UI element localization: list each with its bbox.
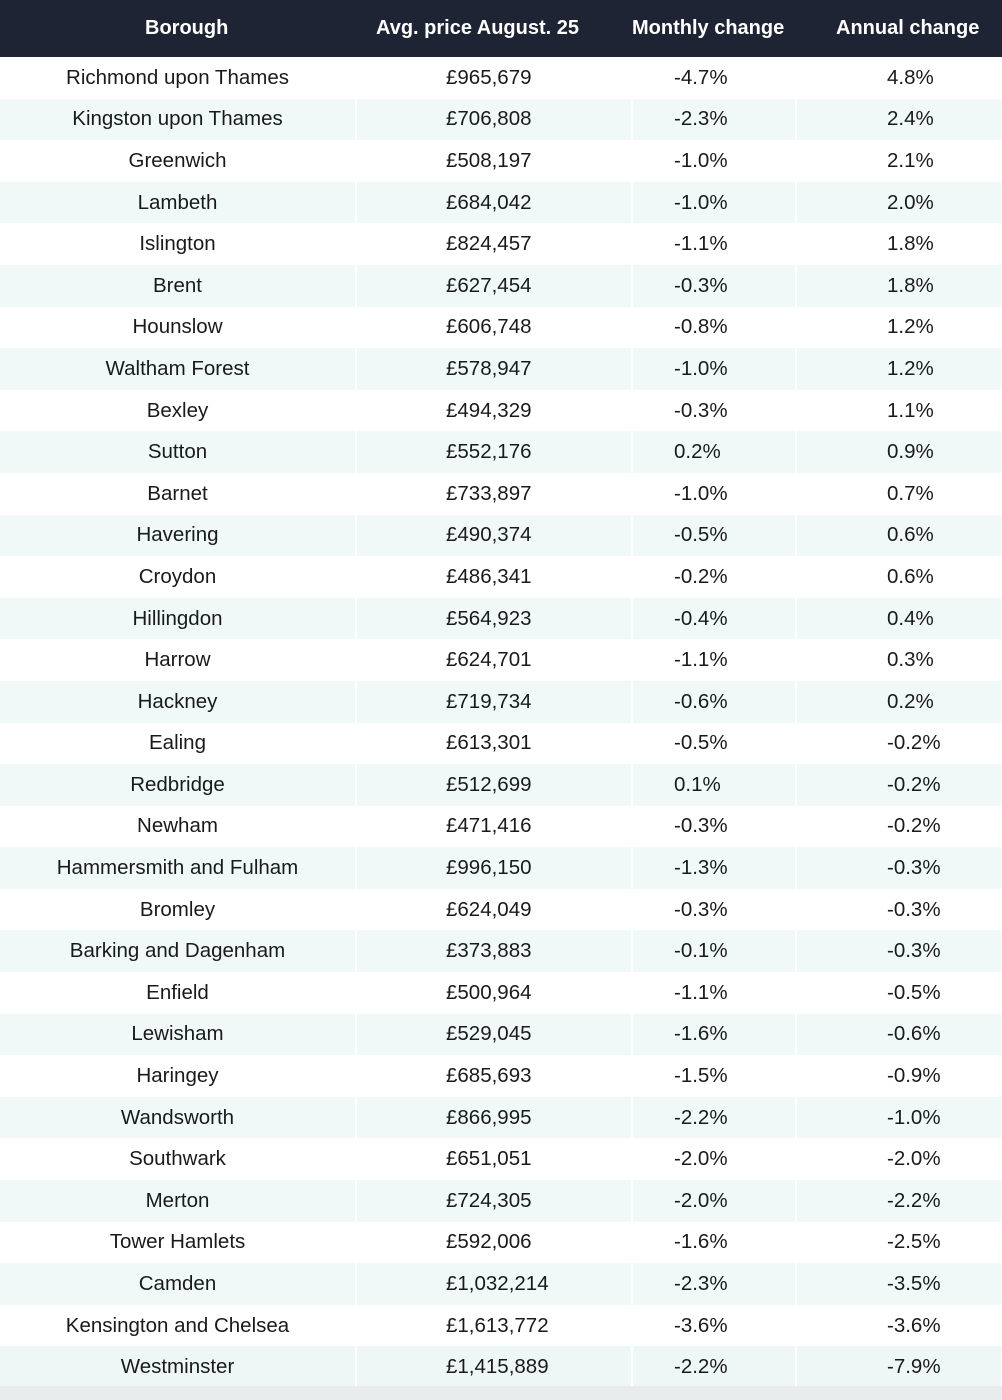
borough-cell: Ealing [0,723,356,765]
annual-change-cell: -7.9% [796,1346,1002,1388]
table-row [0,182,1002,224]
table-row [0,431,1002,473]
annual-change-cell: 4.8% [796,57,1002,99]
annual-change-cell: -0.2% [796,723,1002,765]
avg-price-cell: £733,897 [356,473,632,515]
table-row [0,556,1002,598]
table-row [0,57,1002,99]
monthly-change-cell: -1.1% [632,223,796,265]
avg-price-cell: £486,341 [356,556,632,598]
annual-change-cell: 2.1% [796,140,1002,182]
monthly-change-cell: -0.5% [632,723,796,765]
annual-change-cell: -2.2% [796,1180,1002,1222]
annual-change-cell: -2.0% [796,1138,1002,1180]
header-borough: Borough [145,17,229,39]
borough-cell: Kingston upon Thames [0,99,356,141]
borough-cell: Merton [0,1180,356,1222]
table-row [0,764,1002,806]
annual-change-cell: 0.6% [796,556,1002,598]
monthly-change-cell: -1.1% [632,639,796,681]
borough-cell: Hillingdon [0,598,356,640]
annual-change-cell: -0.5% [796,972,1002,1014]
monthly-change-cell: -2.0% [632,1180,796,1222]
avg-price-cell: £624,701 [356,639,632,681]
annual-change-cell: 0.6% [796,515,1002,557]
bottom-divider [0,1386,1002,1400]
annual-change-cell: 2.0% [796,182,1002,224]
annual-change-cell: -0.3% [796,930,1002,972]
monthly-change-cell: -0.1% [632,930,796,972]
avg-price-cell: £651,051 [356,1138,632,1180]
borough-cell: Bromley [0,889,356,931]
avg-price-cell: £564,923 [356,598,632,640]
table-row [0,348,1002,390]
annual-change-cell: 1.2% [796,348,1002,390]
borough-cell: Harrow [0,639,356,681]
monthly-change-cell: -0.8% [632,307,796,349]
annual-change-cell: -0.3% [796,889,1002,931]
table-row [0,806,1002,848]
borough-cell: Wandsworth [0,1097,356,1139]
avg-price-cell: £578,947 [356,348,632,390]
monthly-change-cell: -0.3% [632,265,796,307]
avg-price-cell: £1,415,889 [356,1346,632,1388]
borough-cell: Bexley [0,390,356,432]
monthly-change-cell: -1.0% [632,473,796,515]
avg-price-cell: £508,197 [356,140,632,182]
table-row [0,1263,1002,1305]
monthly-change-cell: -0.6% [632,681,796,723]
avg-price-cell: £684,042 [356,182,632,224]
avg-price-cell: £706,808 [356,99,632,141]
monthly-change-cell: -0.3% [632,806,796,848]
borough-cell: Camden [0,1263,356,1305]
table-row [0,598,1002,640]
borough-cell: Southwark [0,1138,356,1180]
table-row [0,99,1002,141]
annual-change-cell: 1.8% [796,265,1002,307]
header-avg-price: Avg. price August. 25 [376,17,580,39]
monthly-change-cell: -3.6% [632,1305,796,1347]
borough-cell: Islington [0,223,356,265]
borough-cell: Greenwich [0,140,356,182]
borough-cell: Redbridge [0,764,356,806]
table-row [0,515,1002,557]
annual-change-cell: 2.4% [796,99,1002,141]
table-row [0,681,1002,723]
table-body [0,57,1002,1388]
table-row [0,1014,1002,1056]
avg-price-cell: £824,457 [356,223,632,265]
annual-change-cell: 1.8% [796,223,1002,265]
monthly-change-cell: -2.3% [632,99,796,141]
table-header [0,0,1002,57]
monthly-change-cell: -1.6% [632,1222,796,1264]
table-row [0,930,1002,972]
table-row [0,723,1002,765]
table-row [0,390,1002,432]
avg-price-cell: £529,045 [356,1014,632,1056]
annual-change-cell: -1.0% [796,1097,1002,1139]
annual-change-cell: -0.6% [796,1014,1002,1056]
monthly-change-cell: -1.6% [632,1014,796,1056]
borough-cell: Sutton [0,431,356,473]
table-row [0,972,1002,1014]
borough-cell: Lambeth [0,182,356,224]
borough-cell: Newham [0,806,356,848]
monthly-change-cell: -2.3% [632,1263,796,1305]
annual-change-cell: -3.5% [796,1263,1002,1305]
monthly-change-cell: -1.5% [632,1055,796,1097]
annual-change-cell: -0.2% [796,764,1002,806]
avg-price-cell: £606,748 [356,307,632,349]
monthly-change-cell: -4.7% [632,57,796,99]
borough-cell: Barking and Dagenham [0,930,356,972]
annual-change-cell: -0.2% [796,806,1002,848]
avg-price-cell: £494,329 [356,390,632,432]
monthly-change-cell: -2.2% [632,1346,796,1388]
avg-price-cell: £552,176 [356,431,632,473]
table-row [0,1097,1002,1139]
header-annual-change: Annual change [836,17,980,39]
borough-cell: Tower Hamlets [0,1222,356,1264]
avg-price-cell: £685,693 [356,1055,632,1097]
avg-price-cell: £965,679 [356,57,632,99]
monthly-change-cell: -1.3% [632,847,796,889]
avg-price-cell: £490,374 [356,515,632,557]
borough-cell: Croydon [0,556,356,598]
table-row [0,473,1002,515]
borough-cell: Westminster [0,1346,356,1388]
header-row [0,0,1002,57]
avg-price-cell: £719,734 [356,681,632,723]
table-row [0,1180,1002,1222]
table-row [0,223,1002,265]
monthly-change-cell: -0.3% [632,390,796,432]
borough-cell: Waltham Forest [0,348,356,390]
avg-price-cell: £624,049 [356,889,632,931]
avg-price-cell: £471,416 [356,806,632,848]
table-row [0,889,1002,931]
monthly-change-cell: 0.1% [632,764,796,806]
avg-price-cell: £1,032,214 [356,1263,632,1305]
monthly-change-cell: -0.4% [632,598,796,640]
monthly-change-cell: -0.3% [632,889,796,931]
avg-price-cell: £996,150 [356,847,632,889]
annual-change-cell: 0.3% [796,639,1002,681]
table-row [0,1305,1002,1347]
table-row [0,639,1002,681]
table-row [0,1055,1002,1097]
avg-price-cell: £613,301 [356,723,632,765]
table-row [0,1346,1002,1388]
table-row [0,1222,1002,1264]
annual-change-cell: -0.3% [796,847,1002,889]
header-monthly-change: Monthly change [632,17,785,39]
annual-change-cell: 1.2% [796,307,1002,349]
avg-price-cell: £373,883 [356,930,632,972]
monthly-change-cell: -1.0% [632,140,796,182]
monthly-change-cell: -0.5% [632,515,796,557]
borough-cell: Lewisham [0,1014,356,1056]
borough-cell: Barnet [0,473,356,515]
monthly-change-cell: -1.1% [632,972,796,1014]
annual-change-cell: -2.5% [796,1222,1002,1264]
annual-change-cell: 1.1% [796,390,1002,432]
avg-price-cell: £512,699 [356,764,632,806]
table-row [0,847,1002,889]
annual-change-cell: 0.7% [796,473,1002,515]
borough-cell: Kensington and Chelsea [0,1305,356,1347]
annual-change-cell: -0.9% [796,1055,1002,1097]
avg-price-cell: £866,995 [356,1097,632,1139]
borough-cell: Hammersmith and Fulham [0,847,356,889]
annual-change-cell: 0.2% [796,681,1002,723]
monthly-change-cell: 0.2% [632,431,796,473]
table-row [0,307,1002,349]
avg-price-cell: £724,305 [356,1180,632,1222]
monthly-change-cell: -2.2% [632,1097,796,1139]
table-row [0,140,1002,182]
monthly-change-cell: -1.0% [632,182,796,224]
monthly-change-cell: -0.2% [632,556,796,598]
borough-cell: Hounslow [0,307,356,349]
monthly-change-cell: -2.0% [632,1138,796,1180]
avg-price-cell: £592,006 [356,1222,632,1264]
annual-change-cell: 0.4% [796,598,1002,640]
borough-cell: Richmond upon Thames [0,57,356,99]
annual-change-cell: 0.9% [796,431,1002,473]
borough-cell: Enfield [0,972,356,1014]
avg-price-cell: £500,964 [356,972,632,1014]
avg-price-cell: £1,613,772 [356,1305,632,1347]
annual-change-cell: -3.6% [796,1305,1002,1347]
borough-cell: Hackney [0,681,356,723]
monthly-change-cell: -1.0% [632,348,796,390]
borough-cell: Haringey [0,1055,356,1097]
table-row [0,265,1002,307]
borough-cell: Brent [0,265,356,307]
borough-cell: Havering [0,515,356,557]
table-row [0,1138,1002,1180]
avg-price-cell: £627,454 [356,265,632,307]
